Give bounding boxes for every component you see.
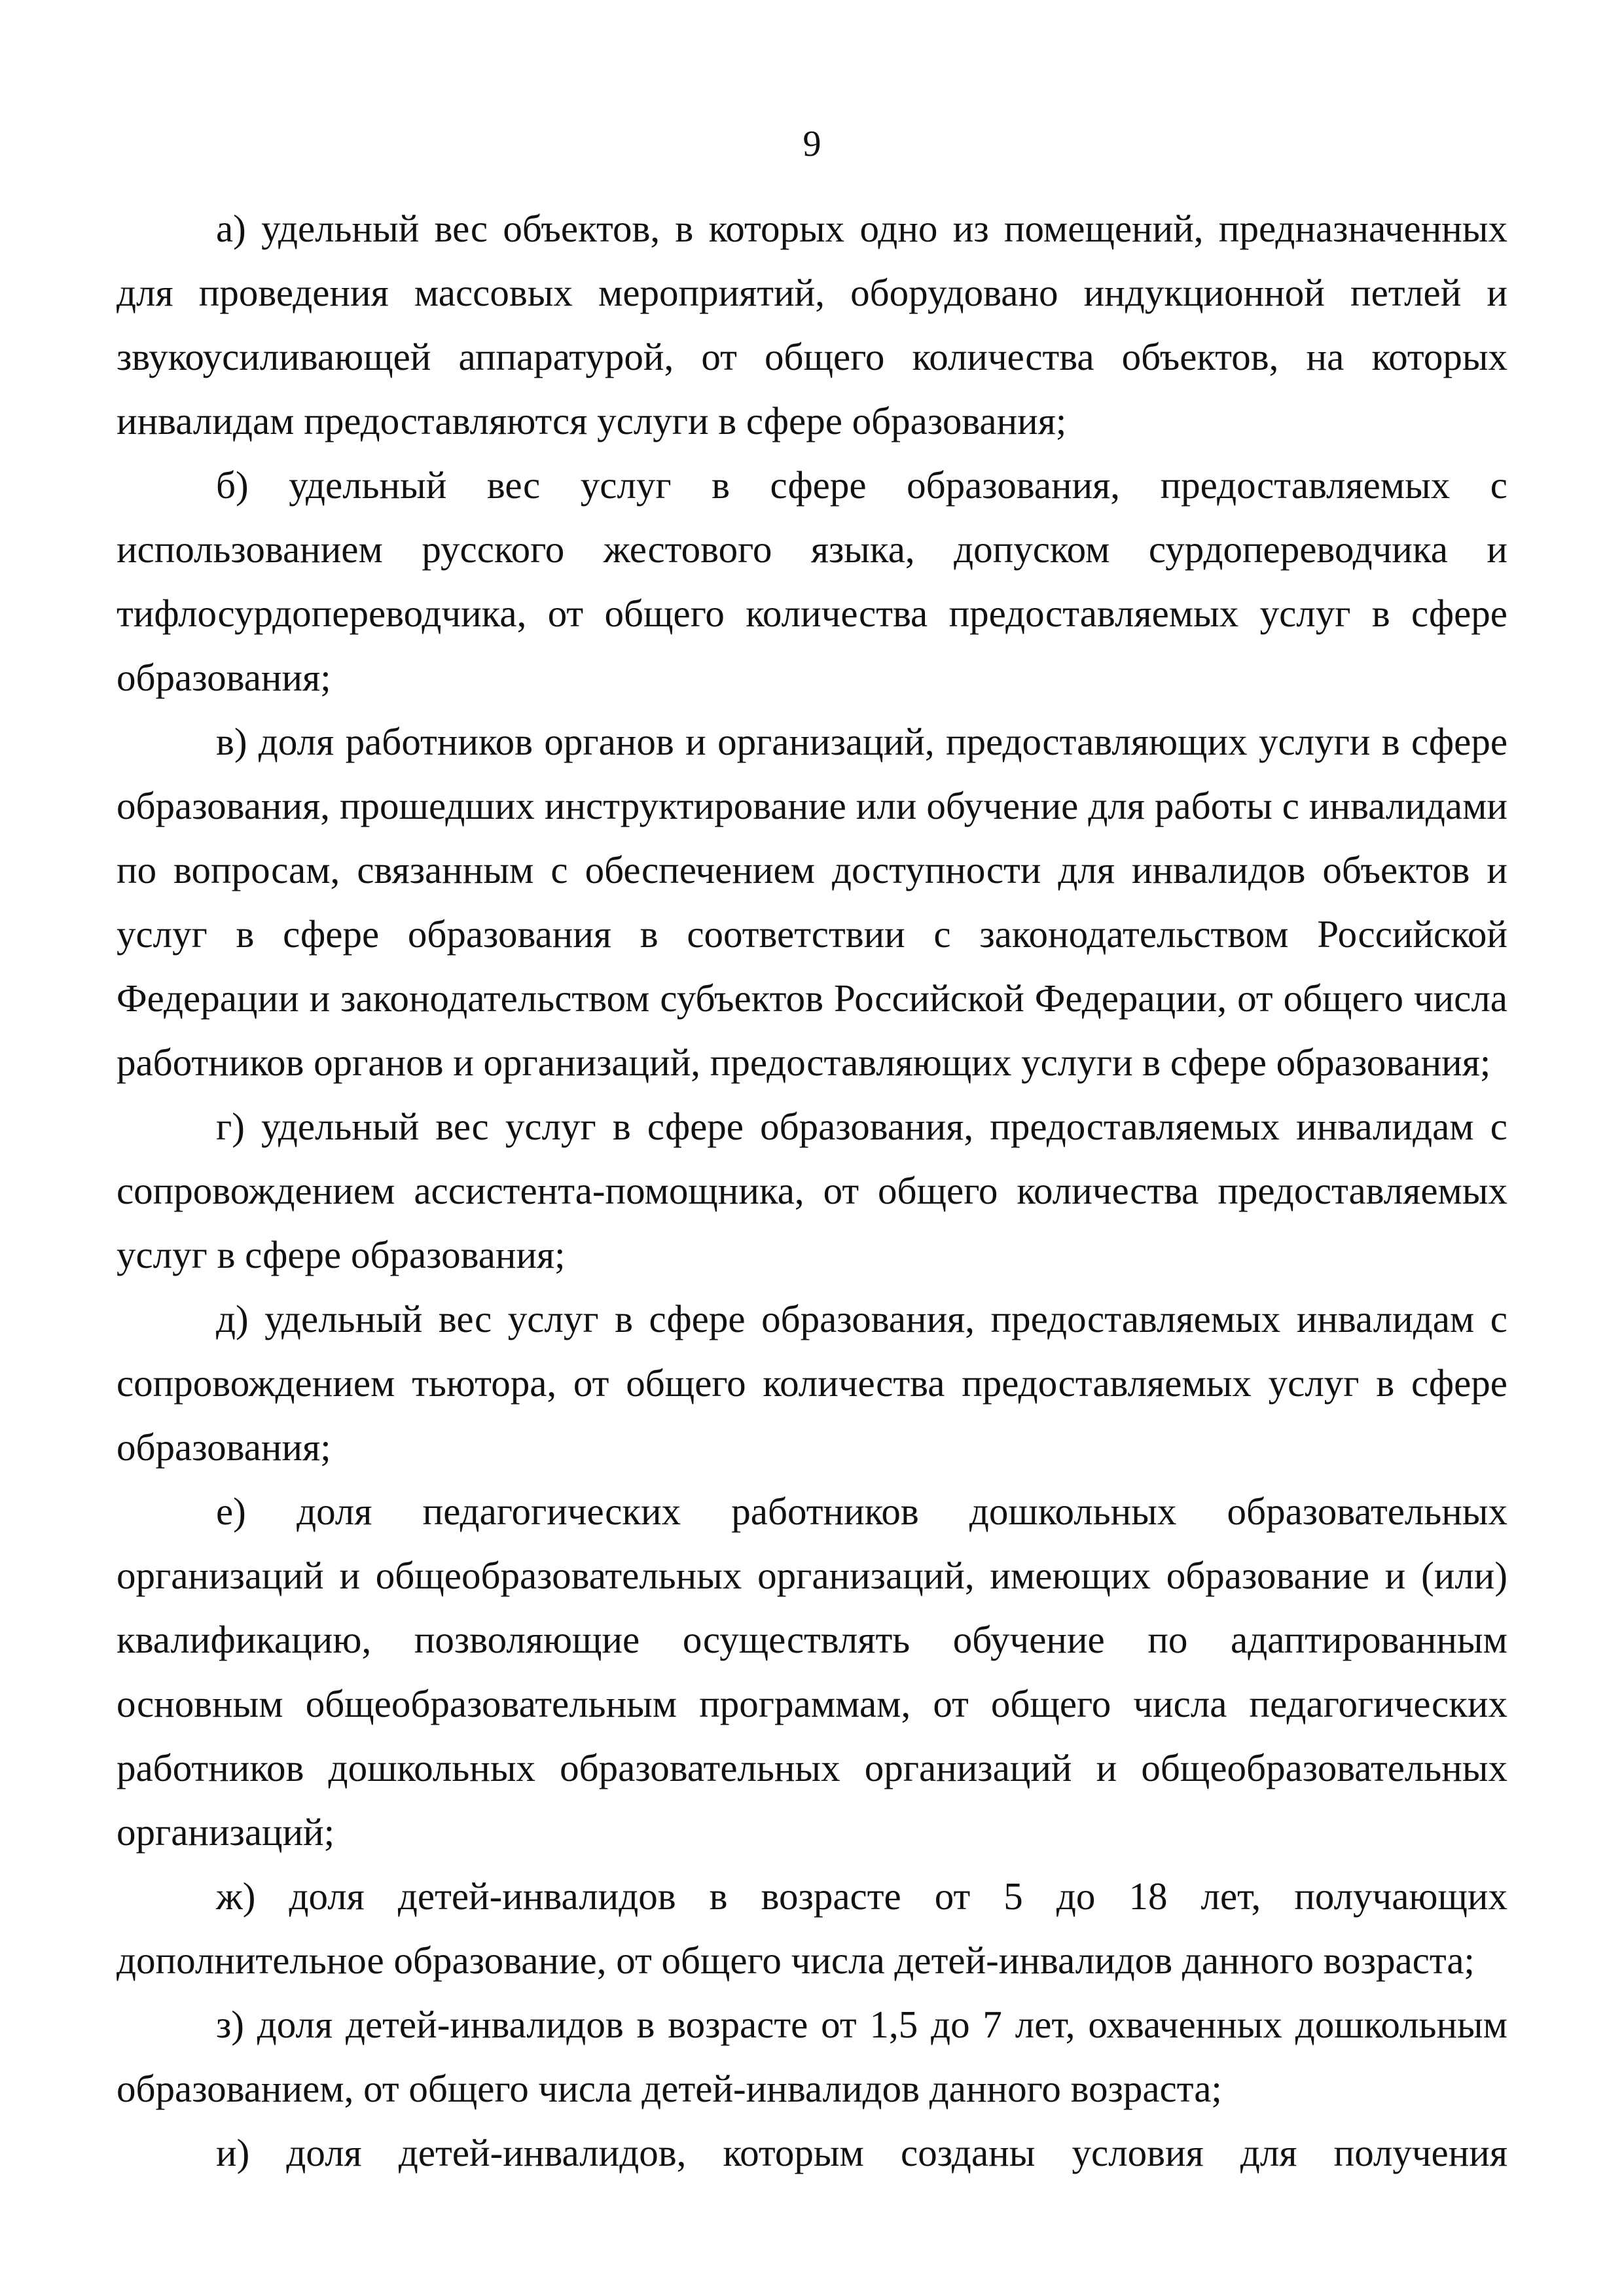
paragraph-a: а) удельный вес объектов, в которых одно из помещений, предназначенных для проведения массовых мероприятий, оборудовано индукционной петлей и звукоусиливающей аппаратурой, от общего количества объектов, на которых инвалидам предоставляются услуги в сфере образования;	[117, 207, 1507, 442]
paragraph-b: б) удельный вес услуг в сфере образования, предоставляемых с использованием русского жестового языка, допуском сурдопереводчика и тифлосурдопереводчика, от общего количества предоставляемых услуг в сфере образования;	[117, 463, 1507, 699]
paragraph-e: е) доля педагогических работников дошкольных образовательных организаций и общеобразовательных организаций, имеющих образование и (или) квалификацию, позволяющие осуществлять обучение по адаптированным основным общеобразовательным программам, от общего числа педагогических работников дошкольных образовательных организаций и общеобразовательных организаций;	[117, 1490, 1507, 1854]
paragraph-d: д) удельный вес услуг в сфере образования, предоставляемых инвалидам с сопровождением тьютора, от общего количества предоставляемых услуг в сфере образования;	[117, 1297, 1507, 1469]
paragraph-z: з) доля детей-инвалидов в возрасте от 1,5 до 7 лет, охваченных дошкольным образованием, от общего числа детей-инвалидов данного возраста;	[117, 2003, 1507, 2110]
paragraph-i: и) доля детей-инвалидов, которым созданы условия для получения	[216, 2131, 1507, 2174]
body-text	[117, 196, 1507, 2185]
paragraph-zh: ж) доля детей-инвалидов в возрасте от 5 до 18 лет, получающих дополнительное образование, от общего числа детей-инвалидов данного возраста;	[117, 1874, 1507, 1982]
page-number: 9	[803, 124, 821, 164]
paragraph-v: в) доля работников органов и организаций, предоставляющих услуги в сфере образования, прошедших инструктирование или обучение для работы с инвалидами по вопросам, связанным с обеспечением доступности для инвалидов объектов и услуг в сфере образования в соответствии с законодательством Российской Федерации и законодательством субъектов Российской Федерации, от общего числа работников органов и организаций, предоставляющих услуги в сфере образования;	[117, 720, 1507, 1084]
paragraph-g: г) удельный вес услуг в сфере образования, предоставляемых инвалидам с сопровождением ассистента-помощника, от общего количества предоставляемых услуг в сфере образования;	[117, 1105, 1507, 1276]
